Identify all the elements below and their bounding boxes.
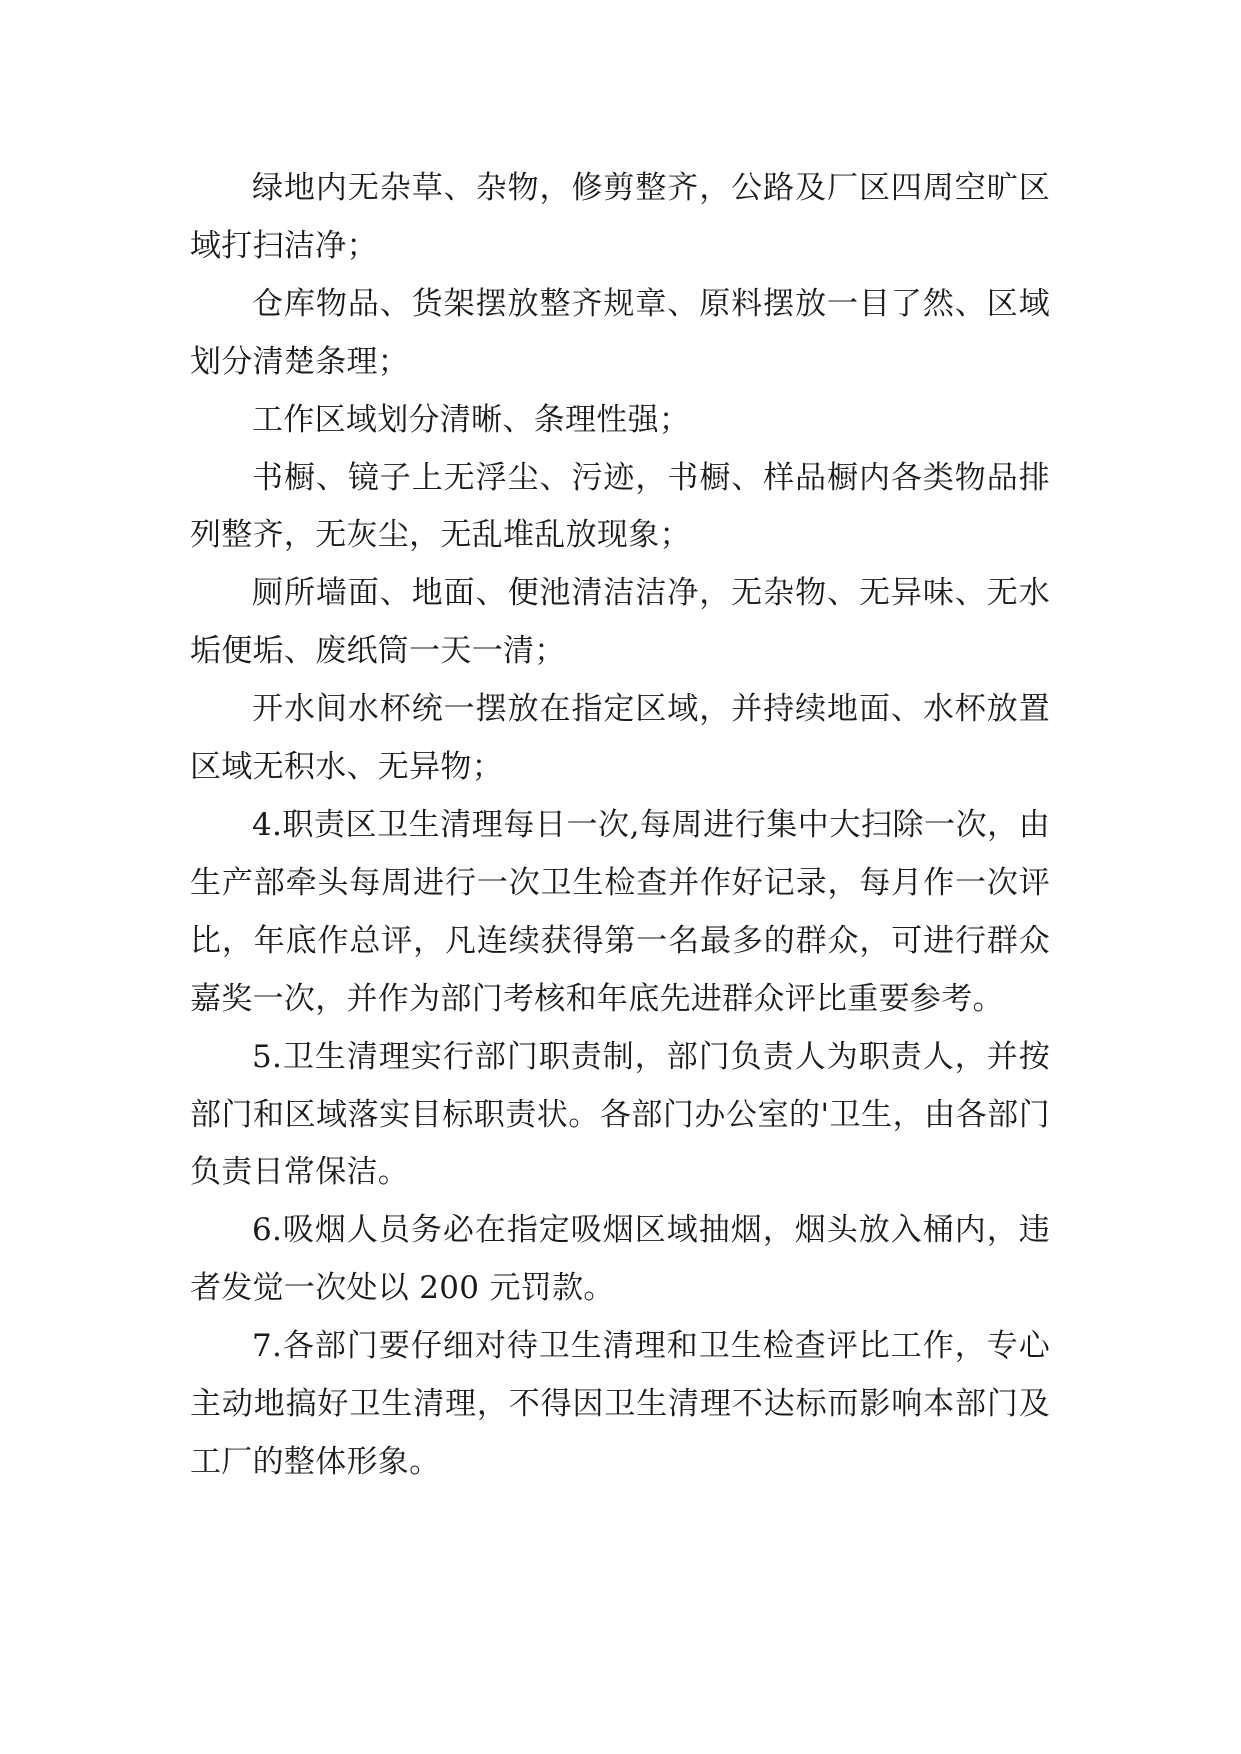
paragraph-item-4: 4.职责区卫生清理每日一次,每周进行集中大扫除一次，由生产部牵头每周进行一次卫生检查并作好记录，每月作一次评比，年底作总评，凡连续获得第一名最多的群众，可进行群众嘉奖一次，并作为部门考核和年底先进群众评比重要参考。 (190, 806, 1050, 1017)
paragraph-work-area: 工作区域划分清晰、条理性强； (252, 401, 691, 438)
paragraph-bookcase: 书橱、镜子上无浮尘、污迹，书橱、样品橱内各类物品排列整齐，无灰尘，无乱堆乱放现象； (190, 459, 1050, 554)
paragraph-item-7: 7.各部门要仔细对待卫生清理和卫生检查评比工作，专心主动地搞好卫生清理，不得因卫生清理不达标而影响本部门及工厂的整体形象。 (190, 1328, 1050, 1480)
paragraph-warehouse: 仓库物品、货架摆放整齐规章、原料摆放一目了然、区域划分清楚条理； (190, 285, 1050, 380)
paragraph-item-6: 6.吸烟人员务必在指定吸烟区域抽烟，烟头放入桶内，违者发觉一次处以 200 元罚款。 (190, 1212, 1050, 1307)
paragraph-green-area: 绿地内无杂草、杂物，修剪整齐，公路及厂区四周空旷区域打扫洁净； (190, 170, 1050, 264)
paragraph-restroom: 厕所墙面、地面、便池清洁洁净，无杂物、无异味、无水垢便垢、废纸筒一天一清； (190, 575, 1050, 670)
paragraph-item-5: 5.卫生清理实行部门职责制，部门负责人为职责人，并按部门和区域落实目标职责状。各部门办公室的'卫生，由各部门负责日常保洁。 (190, 1038, 1050, 1191)
document-body (190, 160, 1050, 1492)
paragraph-water-room: 开水间水杯统一摆放在指定区域，并持续地面、水杯放置区域无积水、无异物； (190, 691, 1050, 786)
